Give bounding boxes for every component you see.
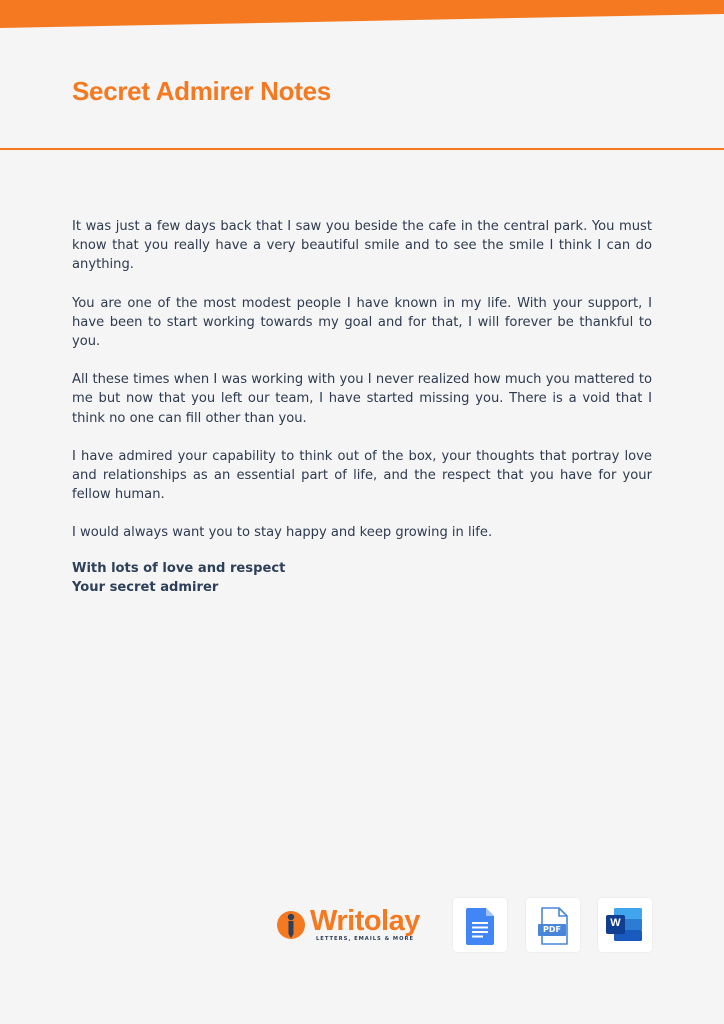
word-download-button[interactable]	[598, 898, 652, 952]
letter-paragraph-5: I would always want you to stay happy and keep growing in life.	[72, 525, 493, 541]
letter-paragraph-1: It was just a few days back that I saw you beside the cafe in the central park. You must know that you really have a very beautiful smile and to see the smile I think I can do anything.	[72, 219, 652, 273]
brand-name: Writolay	[310, 905, 420, 937]
page-title: Secret Admirer Notes	[72, 76, 331, 106]
pdf-download-button[interactable]	[526, 898, 580, 952]
writolay-logo[interactable]	[276, 905, 428, 942]
letter-closing: With lots of love and respect	[72, 560, 286, 576]
google-docs-download-button[interactable]	[453, 898, 507, 952]
brand-tagline: LETTERS, EMAILS & MORE	[316, 936, 415, 942]
top-accent-band	[0, 0, 724, 28]
letter-body	[72, 217, 652, 597]
header-divider	[0, 148, 724, 150]
letter-paragraph-3: All these times when I was working with you I never realized how much you mattered to me but now that you left our team, I have started missing you. There is a void that I think no one can fill other than you.	[72, 372, 652, 426]
letter-paragraph-4: I have admired your capability to think out of the box, your thoughts that portray love and relationships as an essential part of life, and the respect that you have for your fellow human.	[72, 448, 652, 503]
pencil-person-icon	[276, 908, 308, 942]
letter-paragraph-2: You are one of the most modest people I have known in my life. With your support, I have been to start working towards my goal and for that, I will forever be thankful to you.	[72, 295, 652, 350]
letter-signature: Your secret admirer	[72, 579, 219, 595]
pdf-label: PDF	[543, 925, 561, 934]
footer	[276, 896, 656, 952]
google-docs-icon	[453, 898, 507, 952]
word-label: W	[610, 917, 621, 929]
